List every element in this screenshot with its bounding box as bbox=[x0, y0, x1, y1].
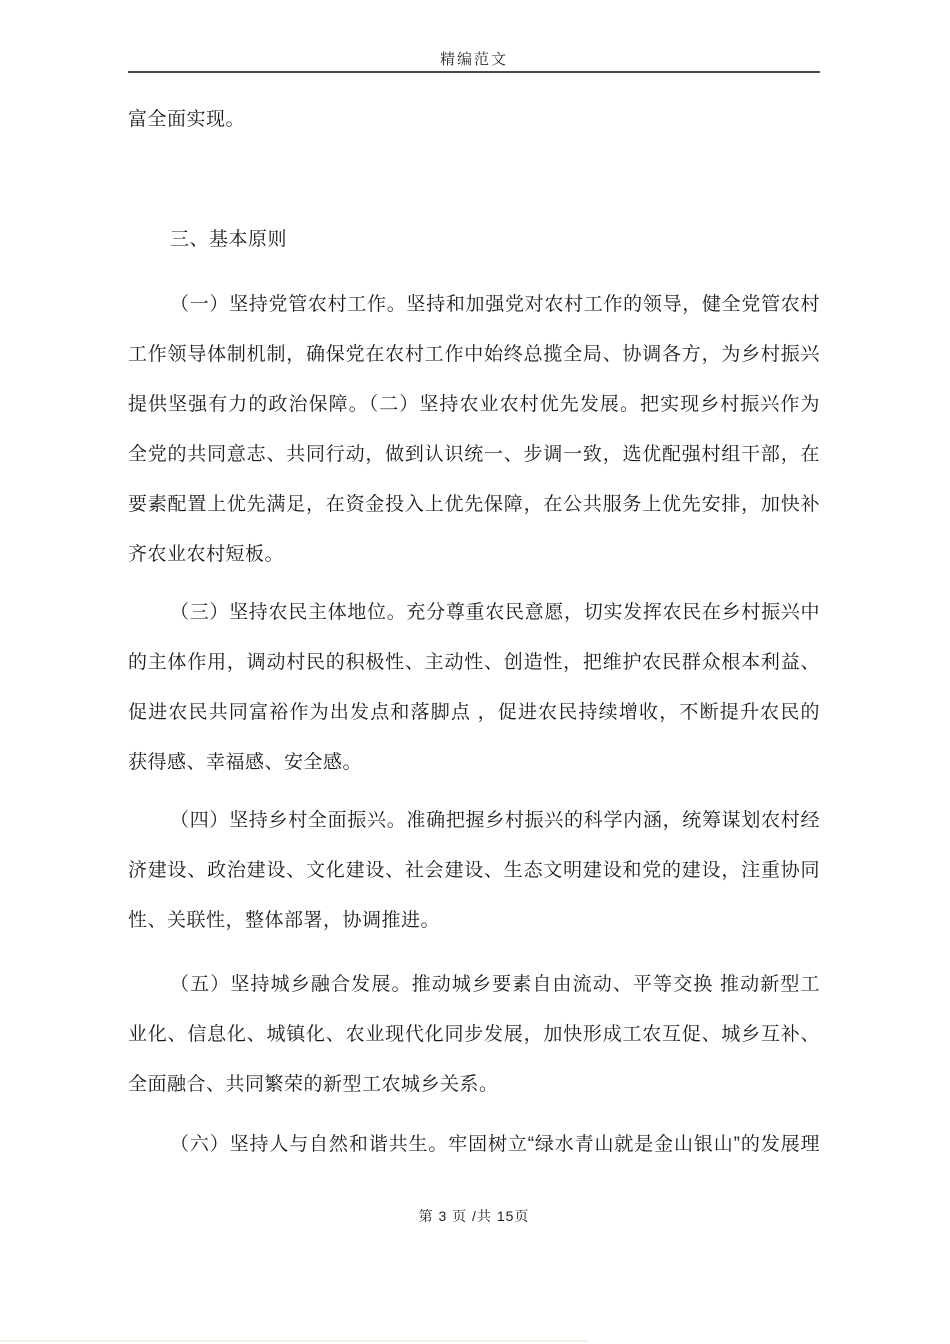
body-line: 济建设、政治建设、文化建设、社会建设、生态文明建设和党的建设，注重协同 bbox=[128, 860, 820, 881]
body-line: 获得感、幸福感、安全感。 bbox=[128, 752, 363, 773]
paragraph bbox=[128, 796, 820, 946]
body-line: （六）坚持人与自然和谐共生。牢固树立“绿水青山就是金山银山”的发展理 bbox=[170, 1134, 820, 1155]
body-line: 富全面实现。 bbox=[128, 109, 246, 130]
page-header bbox=[128, 50, 820, 73]
body-line: （一）坚持党管农村工作。坚持和加强党对农村工作的领导，健全党管农村 bbox=[170, 294, 820, 315]
scan-artifact-line bbox=[0, 1340, 588, 1342]
body-line: （四）坚持乡村全面振兴。准确把握乡村振兴的科学内涵，统筹谋划农村经 bbox=[170, 810, 820, 831]
body-line: 的主体作用，调动村民的积极性、主动性、创造性，把维护农民群众根本利益、 bbox=[128, 652, 820, 673]
section-heading bbox=[128, 215, 820, 265]
page-footer bbox=[128, 1206, 820, 1226]
paragraph bbox=[128, 960, 820, 1110]
paragraph bbox=[128, 280, 820, 580]
body-line: 要素配置上优先满足，在资金投入上优先保障，在公共服务上优先安排，加快补 bbox=[128, 494, 820, 515]
paragraph bbox=[128, 1120, 820, 1170]
header-title: 精编范文 bbox=[439, 51, 508, 68]
body-line: （五）坚持城乡融合发展。推动城乡要素自由流动、平等交换 推动新型工 bbox=[170, 974, 820, 995]
document-body bbox=[128, 95, 820, 1178]
body-line: 全党的共同意志、共同行动，做到认识统一、步调一致，选优配强村组干部，在 bbox=[128, 444, 820, 465]
body-line: 齐农业农村短板。 bbox=[128, 544, 285, 565]
body-line: 业化、信息化、城镇化、农业现代化同步发展，加快形成工农互促、城乡互补、 bbox=[128, 1024, 820, 1045]
paragraph-continuation bbox=[128, 95, 820, 145]
body-line: 促进农民共同富裕作为出发点和落脚点 ，促进农民持续增收，不断提升农民的 bbox=[128, 702, 820, 723]
body-line: 性、关联性，整体部署，协调推进。 bbox=[128, 910, 441, 931]
heading-line: 三、基本原则 bbox=[170, 229, 288, 250]
body-line: 全面融合、共同繁荣的新型工农城乡关系。 bbox=[128, 1074, 499, 1095]
page-number: 第 3 页 /共 15页 bbox=[418, 1208, 530, 1224]
body-line: （三）坚持农民主体地位。充分尊重农民意愿，切实发挥农民在乡村振兴中 bbox=[170, 602, 820, 623]
body-line: 提供坚强有力的政治保障。（二）坚持农业农村优先发展。把实现乡村振兴作为 bbox=[128, 394, 820, 415]
paragraph bbox=[128, 588, 820, 788]
body-line: 工作领导体制机制，确保党在农村工作中始终总揽全局、协调各方，为乡村振兴 bbox=[128, 344, 820, 365]
